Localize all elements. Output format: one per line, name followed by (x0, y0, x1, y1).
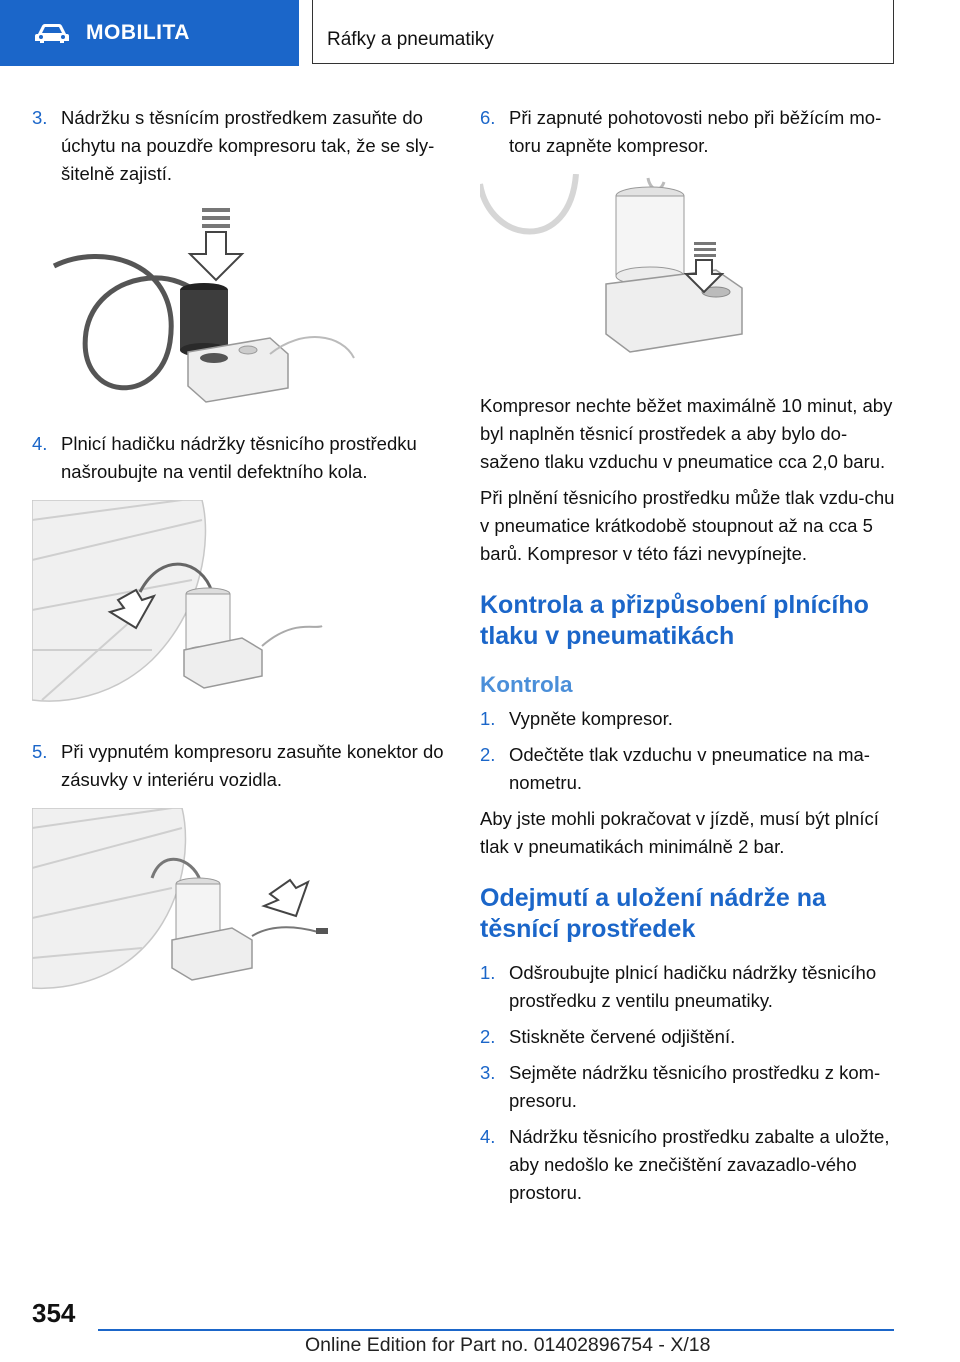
illustration-switch-on-compressor (480, 174, 898, 374)
step-number: 1. (480, 708, 496, 729)
check-step-1 (480, 705, 898, 733)
step-number: 4. (480, 1126, 496, 1147)
section-title: MOBILITA (86, 21, 190, 44)
step-6 (480, 104, 898, 160)
right-column (480, 104, 898, 1215)
step-text: Odšroubujte plnicí hadičku nádržky těsnicího prostředku z ventilu pneumatiky. (509, 962, 877, 1011)
footer-edition: Online Edition for Part no. 01402896754 - X/18 (305, 1334, 711, 1356)
step-text: Plnicí hadičku nádržky těsnicího prostředku našroubujte na ventil defektního kola. (61, 433, 417, 482)
subheading-check: Kontrola (480, 672, 573, 697)
step-number: 2. (480, 1026, 496, 1047)
step-number: 6. (480, 107, 496, 128)
footer-divider (98, 1329, 894, 1331)
remove-step-2 (480, 1023, 898, 1051)
illustration-plug-connector (32, 808, 448, 998)
left-column (32, 104, 448, 1016)
step-number: 3. (480, 1062, 496, 1083)
step-number: 5. (32, 741, 48, 762)
step-3 (32, 104, 448, 188)
heading-remove-store: Odejmutí a uložení nádrže na těsnící prostředek (480, 884, 826, 943)
step-number: 4. (32, 433, 48, 454)
remove-step-1 (480, 959, 898, 1015)
step-number: 1. (480, 962, 496, 983)
step-number: 2. (480, 744, 496, 765)
illustration-screw-hose-valve (32, 500, 448, 720)
header-section-tab (0, 0, 299, 66)
heading-check-adjust: Kontrola a přizpůsobení plnícího tlaku v pneumatikách (480, 591, 869, 650)
step-number: 3. (32, 107, 48, 128)
page-number: 354 (32, 1298, 76, 1328)
paragraph-pressure-rise: Při plnění těsnicího prostředku může tlak vzdu‐chu v pneumatice krátkodobě stoupnout až na cca 5 barů. Kompresor v této fázi nevypínejte. (480, 487, 895, 564)
step-text: Nádržku těsnicího prostředku zabalte a uložte, aby nedošlo ke znečištění zavazadlo‐vého prostoru. (509, 1126, 890, 1203)
step-text: Vypněte kompresor. (509, 708, 673, 729)
step-5 (32, 738, 448, 794)
step-text: Sejměte nádržku těsnicího prostředku z kom‐presoru. (509, 1062, 881, 1111)
paragraph-run-time: Kompresor nechte běžet maximálně 10 minut, aby byl naplněn těsnicí prostředek a aby bylo do‐saženo tlaku vzduchu v pneumatice cca 2,0 baru. (480, 395, 893, 472)
step-text: Nádržku s těsnícím prostředkem zasuňte do úchytu na pouzdře kompresoru tak, že se sly‐šitelně zajistí. (61, 107, 435, 184)
chapter-title: Ráfky a pneumatiky (327, 29, 494, 50)
step-text: Při zapnuté pohotovosti nebo při běžícím mo‐toru zapněte kompresor. (509, 107, 882, 156)
step-text: Odečtěte tlak vzduchu v pneumatice na ma‐nometru. (509, 744, 870, 793)
remove-step-3 (480, 1059, 898, 1115)
chapter-header (312, 0, 894, 64)
car-icon (34, 21, 70, 45)
paragraph-min-pressure: Aby jste mohli pokračovat v jízdě, musí být plnící tlak v pneumatikách minimálně 2 bar. (480, 808, 879, 857)
remove-step-4 (480, 1123, 898, 1207)
step-text: Při vypnutém kompresoru zasuňte konektor do zásuvky v interiéru vozidla. (61, 741, 444, 790)
check-step-2 (480, 741, 898, 797)
step-4 (32, 430, 448, 486)
step-text: Stiskněte červené odjištění. (509, 1026, 736, 1047)
illustration-insert-bottle (32, 202, 448, 412)
